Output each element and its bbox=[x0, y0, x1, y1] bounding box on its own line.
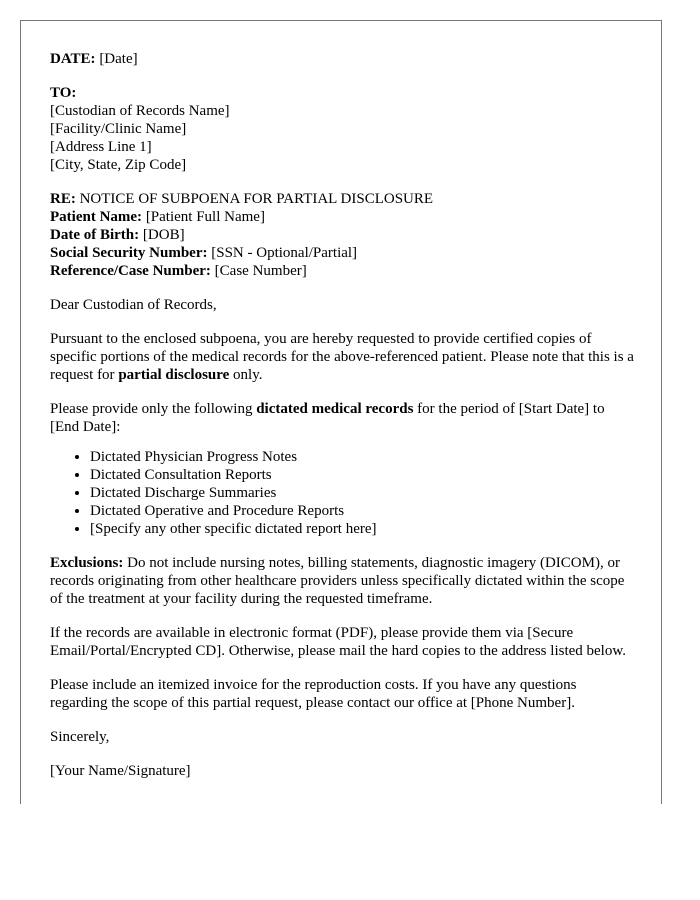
request-emphasis: dictated medical records bbox=[256, 401, 414, 417]
dob-value: [DOB] bbox=[142, 227, 185, 243]
list-item: • Dictated Operative and Procedure Reports bbox=[90, 502, 635, 520]
to-label: TO: bbox=[50, 85, 77, 101]
dob-line bbox=[50, 226, 635, 244]
recipient-line: [Address Line 1] bbox=[50, 139, 152, 155]
date-label: DATE: bbox=[50, 51, 96, 67]
list-item: • Dictated Discharge Summaries bbox=[90, 484, 635, 502]
re-block bbox=[50, 190, 635, 280]
closing: Sincerely, bbox=[50, 729, 110, 745]
patient-name-value: [Patient Full Name] bbox=[145, 209, 265, 225]
invoice-paragraph: Please include an itemized invoice for the reproduction costs. If you have any questions regarding the scope of this partial request, please contact our office at [Phone Number]. bbox=[50, 677, 577, 711]
re-line bbox=[50, 190, 635, 208]
re-value: NOTICE OF SUBPOENA FOR PARTIAL DISCLOSURE bbox=[79, 191, 434, 207]
request-paragraph bbox=[50, 400, 635, 436]
intro-paragraph bbox=[50, 330, 635, 384]
recipient-block bbox=[50, 84, 635, 174]
case-number-label: Reference/Case Number: bbox=[50, 263, 211, 279]
patient-name-line bbox=[50, 208, 635, 226]
exclusions-paragraph bbox=[50, 554, 635, 608]
letter-content bbox=[21, 21, 635, 780]
re-label: RE: bbox=[50, 191, 76, 207]
recipient-line: [Facility/Clinic Name] bbox=[50, 121, 187, 137]
request-text-end: for the period of [Start Date] to [End Date]: bbox=[50, 401, 605, 435]
to-label-line bbox=[50, 84, 635, 102]
patient-name-label: Patient Name: bbox=[50, 209, 143, 225]
letter-page bbox=[20, 20, 662, 804]
case-number-value: [Case Number] bbox=[214, 263, 307, 279]
case-number-line bbox=[50, 262, 635, 280]
intro-text-end: only. bbox=[229, 367, 263, 383]
dob-label: Date of Birth: bbox=[50, 227, 140, 243]
intro-text: Pursuant to the enclosed subpoena, you are hereby requested to provide certified copies of specific portions of the medical records for the above-referenced patient. Please note that this is a request for bbox=[50, 331, 634, 383]
salutation: Dear Custodian of Records, bbox=[50, 297, 217, 313]
ssn-line bbox=[50, 244, 635, 262]
recipient-line: [City, State, Zip Code] bbox=[50, 157, 187, 173]
ssn-value: [SSN - Optional/Partial] bbox=[211, 245, 358, 261]
exclusions-text: Do not include nursing notes, billing statements, diagnostic imagery (DICOM), or records originating from other healthcare providers unless specifically dictated within the scope of the treatment at your facility during the requested timeframe. bbox=[50, 555, 625, 607]
list-item: • Dictated Consultation Reports bbox=[90, 466, 635, 484]
ssn-label: Social Security Number: bbox=[50, 245, 208, 261]
list-item: • Dictated Physician Progress Notes bbox=[90, 448, 635, 466]
exclusions-label: Exclusions: bbox=[50, 555, 124, 571]
intro-emphasis: partial disclosure bbox=[118, 367, 230, 383]
date-line bbox=[50, 50, 635, 68]
list-item: • [Specify any other specific dictated report here] bbox=[90, 520, 635, 538]
records-list bbox=[50, 448, 635, 538]
signature: [Your Name/Signature] bbox=[50, 763, 191, 779]
date-value: [Date] bbox=[99, 51, 138, 67]
request-text: Please provide only the following bbox=[50, 401, 257, 417]
format-paragraph: If the records are available in electronic format (PDF), please provide them via [Secure Email/Portal/Encrypted CD]. Otherwise, please mail the hard copies to the address listed below. bbox=[50, 625, 626, 659]
recipient-line: [Custodian of Records Name] bbox=[50, 103, 230, 119]
